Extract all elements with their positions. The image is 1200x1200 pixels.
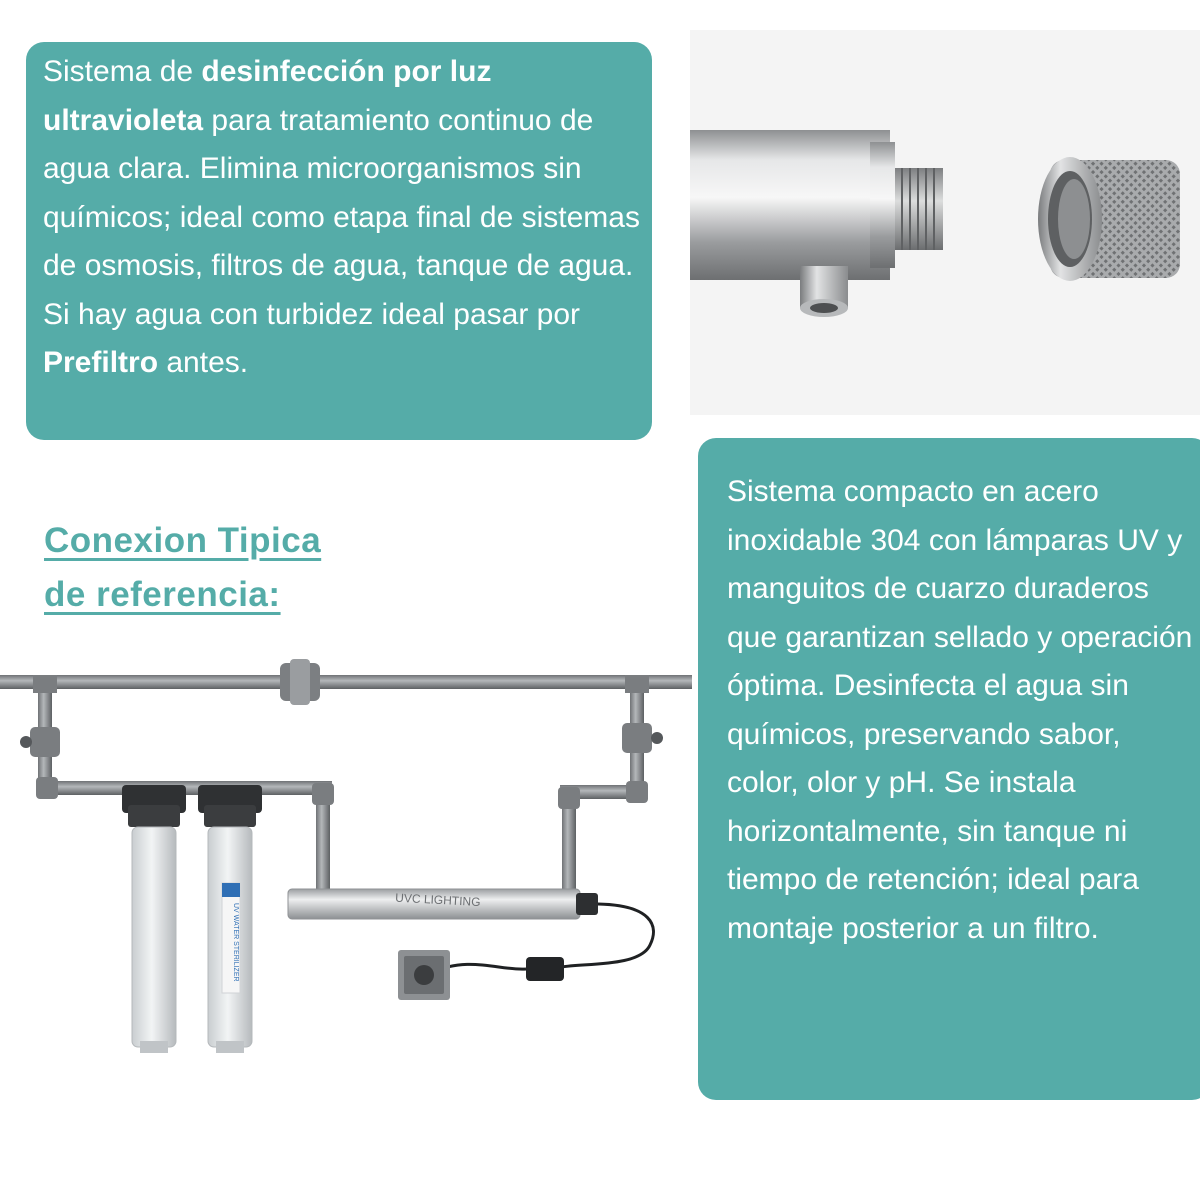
filter-label: UV WATER STERILIZER [232, 903, 239, 982]
section-heading-line-1: Conexion Tipica [44, 521, 322, 560]
description-text: Sistema compacto en acero inoxidable 304 con lámparas UV y manguitos de cuarzo duraderos que garantizan sellado y operación óptima. Desinfecta el agua sin químicos, preservando sabor, color, olor y pH. Se instala horizontalmente, sin tanque ni tiempo de retención; ideal para montaje posterior a un filtro. [727, 475, 1193, 945]
section-heading-line-2: de referencia: [44, 575, 281, 614]
intro-text-cont: para tratamiento continuo de agua clara. Elimina microorganismos sin químicos; ideal como etapa final de sistemas de osmosis, filtros de agua, tanque de agua. Si hay agua con turbidez ideal pasar por [43, 103, 640, 331]
intro-text: Sistema de [43, 55, 202, 88]
uv-sterilizer-unit [288, 889, 598, 919]
filter-housing-1 [122, 785, 186, 1053]
intro-card [26, 42, 652, 440]
intro-bold-uv: desinfección por luz ultravioleta [43, 55, 492, 137]
intro-text-end: antes. [158, 346, 249, 379]
filter-housing-2 [198, 785, 262, 1053]
product-closeup-image [690, 30, 1200, 415]
uv-unit-label: UVC LIGHTING [394, 890, 481, 910]
description-card [698, 438, 1200, 1100]
intro-bold-prefilter: Prefiltro [43, 346, 159, 379]
section-heading [44, 514, 321, 622]
connection-diagram [0, 655, 695, 1065]
